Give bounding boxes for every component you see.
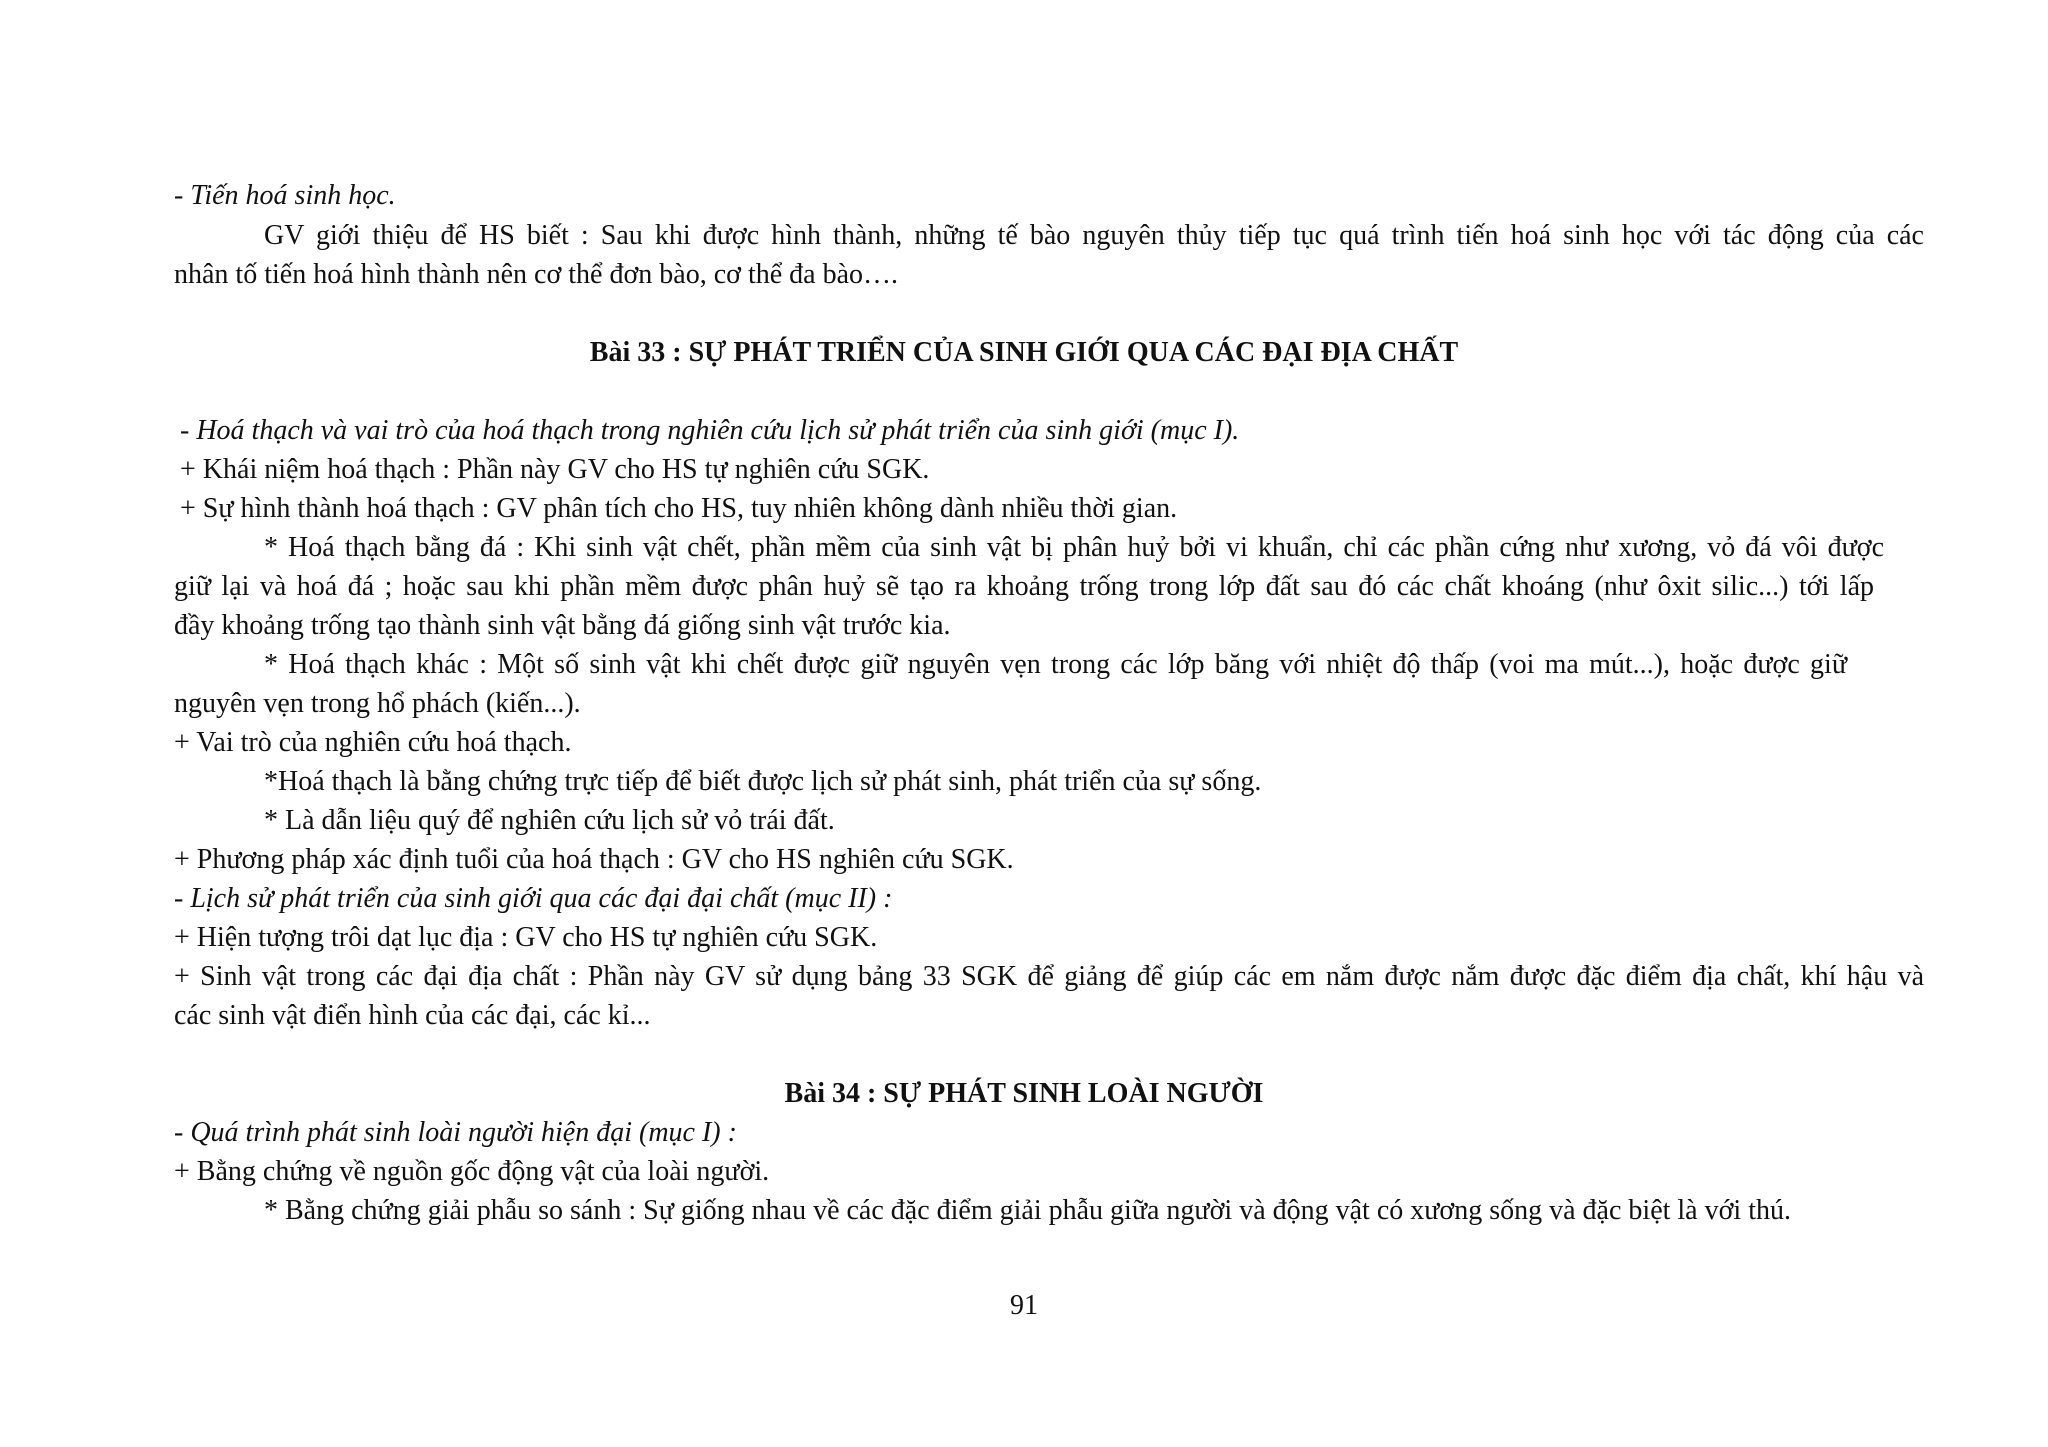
bullet-item: + Khái niệm hoá thạch : Phần này GV cho HS tự nghiên cứu SGK.	[180, 454, 930, 485]
bullet-item: + Sinh vật trong các đại địa chất : Phần này GV sử dụng bảng 33 SGK để giảng để giúp các em nắm được nắm được đặc điểm địa chất, khí hậu và	[174, 961, 1924, 992]
paragraph-line: * Bằng chứng giải phẫu so sánh : Sự giống nhau về các đặc điểm giải phẫu giữa người và động vật có xương sống và đặc biệt là với thú.	[264, 1195, 1791, 1226]
bullet-item: + Phương pháp xác định tuổi của hoá thạch : GV cho HS nghiên cứu SGK.	[174, 844, 1014, 875]
paragraph-line: các sinh vật điển hình của các đại, các kỉ...	[174, 1000, 651, 1031]
paragraph-line: đầy khoảng trống tạo thành sinh vật bằng đá giống sinh vật trước kia.	[174, 610, 951, 641]
paragraph-line: * Hoá thạch bằng đá : Khi sinh vật chết, phần mềm của sinh vật bị phân huỷ bởi vi khuẩn, chỉ các phần cứng như xương, vỏ đá vôi được	[264, 532, 1884, 563]
paragraph-line: GV giới thiệu để HS biết : Sau khi được hình thành, những tế bào nguyên thủy tiếp tục quá trình tiến hoá sinh học với tác động của các	[264, 220, 1924, 251]
section-heading-biological-evolution: - Tiến hoá sinh học.	[174, 180, 396, 211]
paragraph-line: *Hoá thạch là bằng chứng trực tiếp để biết được lịch sử phát sinh, phát triển của sự sống.	[264, 766, 1262, 797]
lesson-34-title: Bài 34 : SỰ PHÁT SINH LOÀI NGƯỜI	[784, 1078, 1264, 1109]
page-number: 91	[1010, 1290, 1038, 1321]
bullet-item: + Hiện tượng trôi dạt lục địa : GV cho HS tự nghiên cứu SGK.	[174, 922, 878, 953]
section-heading-human-origin: - Quá trình phát sinh loài người hiện đại (mục I) :	[174, 1117, 737, 1148]
bullet-item: + Vai trò của nghiên cứu hoá thạch.	[174, 727, 572, 758]
paragraph-line: * Hoá thạch khác : Một số sinh vật khi chết được giữ nguyên vẹn trong các lớp băng với nhiệt độ thấp (voi ma mút...), hoặc được giữ	[264, 649, 1847, 680]
paragraph-line: giữ lại và hoá đá ; hoặc sau khi phần mềm được phân huỷ sẽ tạo ra khoảng trống trong lớp đất sau đó các chất khoáng (như ôxit silic...) tới lấp	[174, 571, 1874, 602]
paragraph-line: nhân tố tiến hoá hình thành nên cơ thể đơn bào, cơ thể đa bào….	[174, 259, 899, 290]
paragraph-line: nguyên vẹn trong hổ phách (kiến...).	[174, 688, 581, 719]
paragraph-line: * Là dẫn liệu quý để nghiên cứu lịch sử vỏ trái đất.	[264, 805, 835, 836]
bullet-item: + Bằng chứng về nguồn gốc động vật của loài người.	[174, 1156, 770, 1187]
section-heading-history: - Lịch sử phát triển của sinh giới qua các đại đại chất (mục II) :	[174, 883, 893, 914]
section-heading-fossils: - Hoá thạch và vai trò của hoá thạch trong nghiên cứu lịch sử phát triển của sinh giới (mục I).	[180, 415, 1240, 446]
bullet-item: + Sự hình thành hoá thạch : GV phân tích cho HS, tuy nhiên không dành nhiều thời gian.	[180, 493, 1178, 524]
lesson-33-title: Bài 33 : SỰ PHÁT TRIỂN CỦA SINH GIỚI QUA CÁC ĐẠI ĐỊA CHẤT	[589, 337, 1459, 368]
